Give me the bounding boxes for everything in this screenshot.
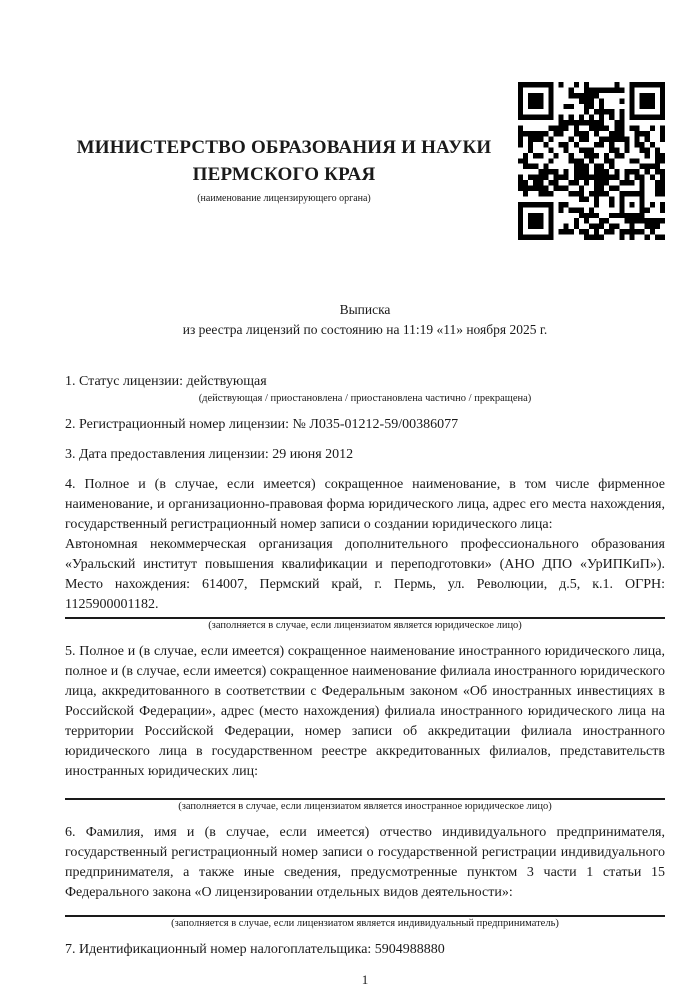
item-4-legal-entity-section bbox=[65, 475, 665, 632]
item-4-label: 4. Полное и (в случае, если имеется) сокращенное наименование, в том числе фирменное наименование, и организационно-правовая форма юридического лица, адрес его места нахождения, государственный регистрационный номер записи о создании юридического лица: bbox=[65, 477, 665, 532]
item-5-label: 5. Полное и (в случае, если имеется) сокращенное наименование иностранного юридического лица, полное и (в случае, если имеется) сокращенное наименование филиала иностранного юридического лица, аккредитованного в соответствии с Федеральным законом «Об иностранных инвестициях в Российской Федерации», адрес (место нахождения) филиала иностранного юридического лица на территории Российской Федерации, номер записи об аккредитации филиала иностранного юридического лица в государственном реестре аккредитованных филиалов, представительств иностранных юридических лиц: bbox=[65, 644, 665, 779]
ministry-name-line1: МИНИСТЕРСТВО ОБРАЗОВАНИЯ И НАУКИ bbox=[76, 137, 492, 158]
item-6-caption: (заполняется в случае, если лицензиатом является индивидуальный предприниматель) bbox=[171, 918, 559, 929]
item-1-caption: (действующая / приостановлена / приостановлена частично / прекращена) bbox=[198, 393, 532, 404]
item-6-label: 6. Фамилия, имя и (в случае, если имеется) отчество индивидуального предпринимателя, государственный регистрационный номер записи о государственной регистрации индивидуального предпринимателя, а также иные сведения, предусмотренные пунктом 3 части 1 статьи 15 Федерального закона «О лицензировании отдельных видов деятельности»: bbox=[65, 825, 665, 900]
ministry-name-line2: ПЕРМСКОГО КРАЯ bbox=[192, 164, 376, 185]
item-7-taxpayer-id: 7. Идентификационный номер налогоплательщика: 5904988880 bbox=[65, 942, 445, 957]
item-5-foreign-entity-section bbox=[65, 642, 665, 813]
document-body bbox=[65, 372, 665, 960]
item-1-license-status: 1. Статус лицензии: действующая bbox=[65, 374, 267, 389]
item-4-value: Автономная некоммерческая организация дополнительного профессионального образования «Уральский институт повышения квалификации и переподготовки» (АНО ДПО «УрИПКиП»). Место нахождения: 614007, Пермский край, г. Пермь, ул. Революции, д.5, к.1. ОГРН: 1125900001182. bbox=[65, 537, 665, 612]
item-2-registration-number: 2. Регистрационный номер лицензии: № Л035-01212-59/00386077 bbox=[65, 417, 459, 432]
item-4-caption: (заполняется в случае, если лицензиатом является юридическое лицо) bbox=[208, 620, 522, 631]
licensing-authority-block bbox=[65, 82, 503, 205]
page-number: 1 bbox=[361, 972, 369, 987]
qr-code-icon bbox=[518, 82, 665, 240]
page-header bbox=[65, 0, 665, 240]
item-6-individual-entrepreneur-section bbox=[65, 823, 665, 930]
qr-code bbox=[518, 82, 665, 240]
document-title-line2: из реестра лицензий по состоянию на 11:19 «11» ноября 2025 г. bbox=[182, 322, 548, 337]
document-title bbox=[65, 300, 665, 340]
item-5-fill-line bbox=[65, 782, 665, 800]
licensing-authority-caption: (наименование лицензирующего органа) bbox=[197, 193, 371, 204]
item-6-fill-line bbox=[65, 903, 665, 917]
item-5-caption: (заполняется в случае, если лицензиатом является иностранное юридическое лицо) bbox=[178, 801, 552, 812]
item-3-grant-date: 3. Дата предоставления лицензии: 29 июня 2012 bbox=[65, 447, 354, 462]
document-title-line1: Выписка bbox=[339, 302, 391, 317]
